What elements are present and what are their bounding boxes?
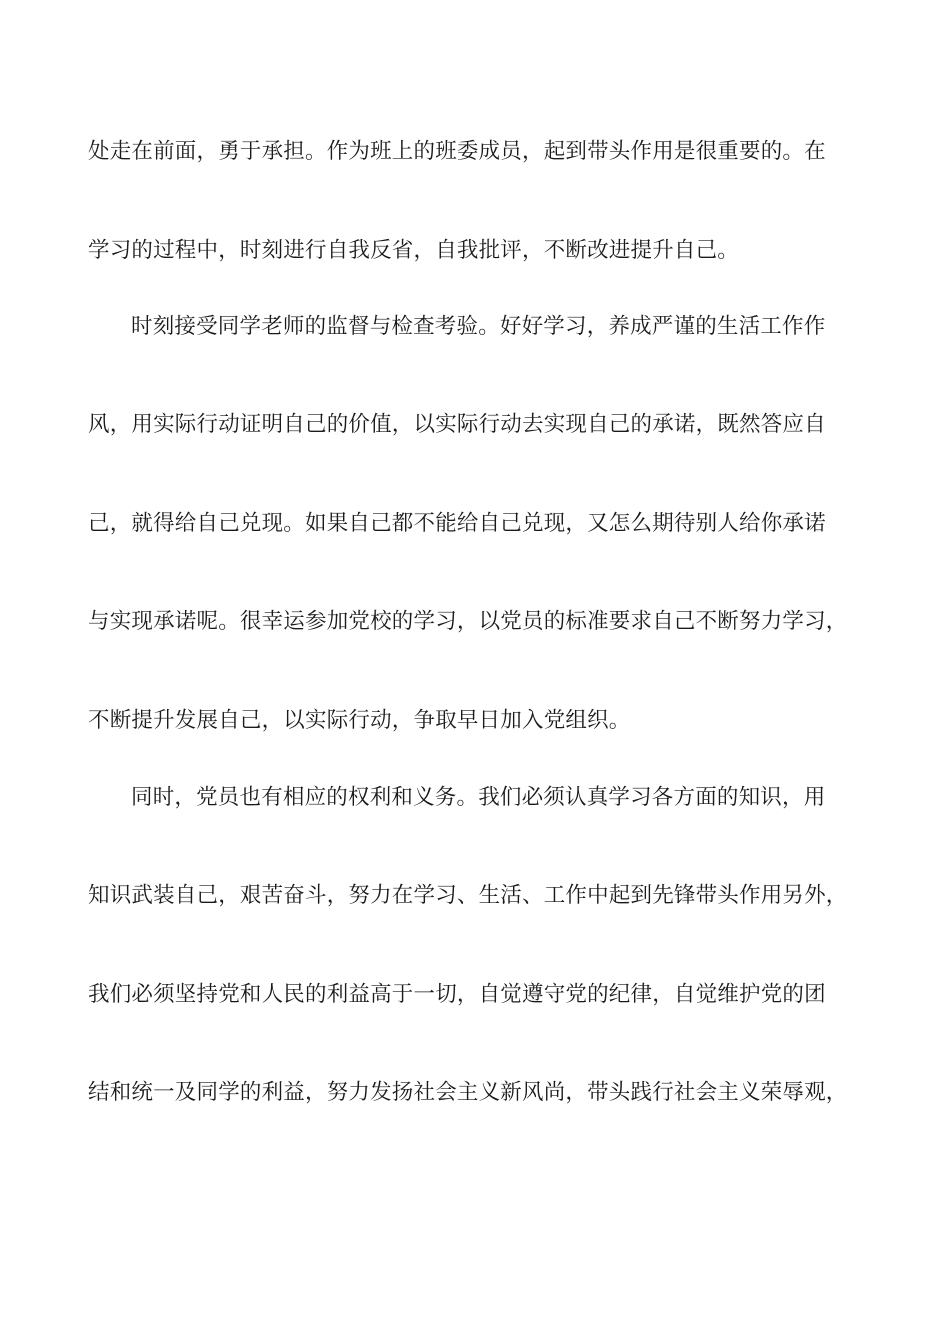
- text-line-5: 己，就得给自己兑现。如果自己都不能给自己兑现，又怎么期待别人给你承诺: [88, 511, 826, 536]
- paragraph-start-line-3: 时刻接受同学老师的监督与检查考验。好好学习，养成严谨的生活工作作: [131, 314, 826, 339]
- text-line-1: 处走在前面，勇于承担。作为班上的班委成员，起到带头作用是很重要的。在: [88, 139, 826, 164]
- text-line-7: 不断提升发展自己，以实际行动，争取早日加入党组织。: [88, 708, 631, 733]
- text-line-4: 风，用实际行动证明自己的价值，以实际行动去实现自己的承诺，既然答应自: [88, 412, 826, 437]
- paragraph-start-line-8: 同时，党员也有相应的权利和义务。我们必须认真学习各方面的知识，用: [131, 785, 826, 810]
- text-line-9: 知识武装自己，艰苦奋斗，努力在学习、生活、工作中起到先锋带头作用另外，: [88, 883, 848, 908]
- text-line-10: 我们必须坚持党和人民的利益高于一切，自觉遵守党的纪律，自觉维护党的团: [88, 982, 826, 1007]
- text-line-2: 学习的过程中，时刻进行自我反省，自我批评，不断改进提升自己。: [88, 238, 740, 263]
- text-line-6: 与实现承诺呢。很幸运参加党校的学习，以党员的标准要求自己不断努力学习，: [88, 609, 848, 634]
- text-line-11: 结和统一及同学的利益，努力发扬社会主义新风尚，带头践行社会主义荣辱观，: [88, 1080, 848, 1105]
